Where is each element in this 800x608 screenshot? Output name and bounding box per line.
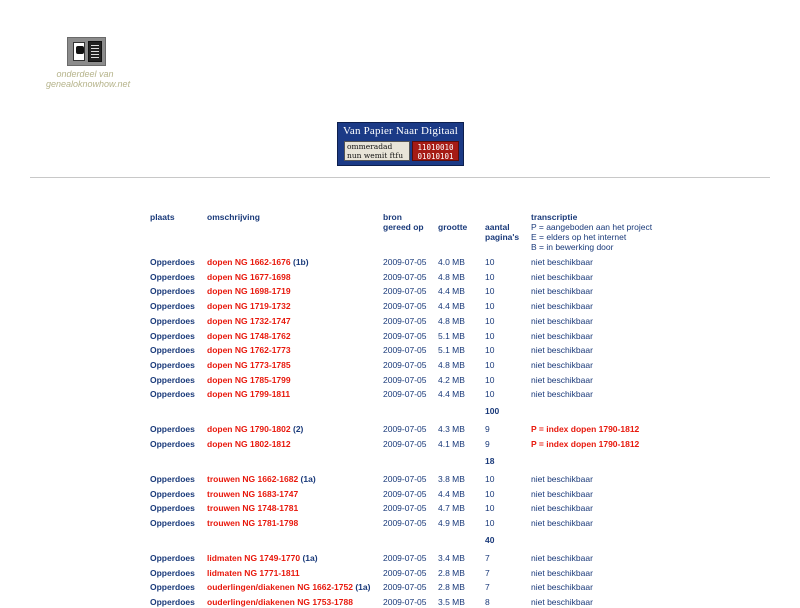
document-left-icon (73, 42, 85, 61)
record-link[interactable]: trouwen NG 1662-1682 (207, 473, 299, 484)
record-link[interactable]: dopen NG 1698-1719 (207, 286, 291, 297)
record-link[interactable]: dopen NG 1748-1762 (207, 330, 291, 341)
cell-omschrijving (207, 423, 303, 435)
cell-aantal: 8 (485, 596, 490, 607)
cell-omschrijving (207, 517, 298, 529)
cell-bron-date: 2009-07-05 (383, 359, 427, 370)
cell-transcriptie: niet beschikbaar (531, 596, 593, 607)
cell-bron-date: 2009-07-05 (383, 488, 427, 499)
banner-manuscript-line1: ommeradad (347, 142, 393, 151)
cell-bron-date: 2009-07-05 (383, 567, 427, 578)
cell-plaats: Opperdoes (150, 330, 195, 341)
record-link[interactable]: dopen NG 1662-1676 (207, 257, 291, 267)
header-transcriptie-title: transcriptie (531, 212, 578, 222)
record-link[interactable]: dopen NG 1719-1732 (207, 301, 291, 312)
record-link[interactable]: dopen NG 1799-1811 (207, 389, 291, 400)
banner-title: Van Papier Naar Digitaal (342, 125, 459, 137)
cell-plaats: Opperdoes (150, 345, 195, 356)
cell-aantal: 10 (485, 330, 495, 341)
cell-plaats: Opperdoes (150, 582, 195, 593)
cell-bron-date: 2009-07-05 (383, 389, 427, 400)
cell-aantal: 10 (485, 286, 495, 297)
cell-omschrijving (207, 359, 291, 371)
cell-omschrijving (207, 300, 291, 312)
cell-transcriptie: niet beschikbaar (531, 271, 593, 282)
cell-grootte: 4.4 MB (438, 488, 465, 499)
cell-omschrijving (207, 473, 316, 485)
banner-binary-image (412, 141, 459, 161)
cell-aantal: 7 (485, 552, 490, 563)
banner-binary-line2: 01010101 (417, 152, 454, 161)
cell-grootte: 4.4 MB (438, 286, 465, 297)
logo-caption-line2: genealoknowhow.net (46, 79, 131, 89)
cell-aantal: 10 (485, 257, 495, 267)
cell-aantal: 10 (485, 488, 495, 499)
cell-plaats: Opperdoes (150, 503, 195, 514)
cell-plaats: Opperdoes (150, 374, 195, 385)
header-omschrijving: omschrijving (207, 212, 260, 222)
banner-manuscript-line2: nun wemit ftfu (347, 151, 404, 160)
cell-bron-date: 2009-07-05 (383, 257, 427, 267)
record-link[interactable]: lidmaten NG 1771-1811 (207, 567, 300, 578)
record-suffix: (1a) (352, 582, 371, 593)
cell-transcriptie: niet beschikbaar (531, 552, 593, 563)
cell-aantal: 10 (485, 359, 495, 370)
cell-grootte: 4.1 MB (438, 438, 465, 449)
cell-transcriptie: niet beschikbaar (531, 473, 593, 484)
cell-bron-date: 2009-07-05 (383, 552, 427, 563)
header-transcriptie-p: P = aangeboden aan het project (531, 222, 653, 232)
cell-plaats: Opperdoes (150, 473, 195, 484)
cell-grootte: 5.1 MB (438, 345, 465, 356)
header-aantal-line2: pagina's (485, 232, 520, 242)
record-link[interactable]: dopen NG 1732-1747 (207, 315, 291, 326)
header-bron-line2: gereed op (383, 222, 424, 232)
header-aantal-line1: aantal (485, 222, 510, 232)
cell-aantal: 10 (485, 315, 495, 326)
cell-bron-date: 2009-07-05 (383, 473, 427, 484)
cell-bron-date: 2009-07-05 (383, 330, 427, 341)
header-transcriptie (531, 212, 652, 252)
cell-plaats: Opperdoes (150, 552, 195, 563)
cell-grootte: 2.8 MB (438, 567, 465, 578)
cell-plaats: Opperdoes (150, 567, 195, 578)
cell-plaats: Opperdoes (150, 315, 195, 326)
cell-omschrijving (207, 330, 291, 342)
cell-transcriptie[interactable] (531, 423, 639, 435)
banner-manuscript-image (344, 141, 410, 161)
cell-omschrijving (207, 256, 309, 268)
cell-plaats: Opperdoes (150, 301, 195, 312)
cell-plaats: Opperdoes (150, 271, 195, 282)
cell-transcriptie: niet beschikbaar (531, 374, 593, 385)
transcriptie-prefix: P = (531, 438, 547, 449)
cell-grootte: 4.4 MB (438, 301, 465, 312)
cell-grootte: 4.8 MB (438, 359, 465, 370)
header-bron (383, 212, 424, 232)
cell-bron-date: 2009-07-05 (383, 301, 427, 312)
cell-grootte: 4.7 MB (438, 503, 465, 514)
cell-aantal: 10 (485, 389, 495, 400)
cell-bron-date: 2009-07-05 (383, 424, 427, 435)
logo-caption[interactable] (46, 69, 131, 89)
cell-bron-date: 2009-07-05 (383, 438, 427, 449)
record-link[interactable]: dopen NG 1802-1812 (207, 438, 291, 449)
cell-omschrijving (207, 438, 291, 450)
cell-aantal: 10 (485, 374, 495, 385)
record-link[interactable]: trouwen NG 1748-1781 (207, 503, 299, 514)
cell-aantal: 10 (485, 345, 495, 356)
group-total-pages: 100 (485, 406, 500, 416)
cell-grootte: 4.3 MB (438, 424, 465, 435)
cell-omschrijving (207, 552, 318, 564)
van-papier-naar-digitaal-banner[interactable] (337, 122, 464, 166)
record-link[interactable]: trouwen NG 1683-1747 (207, 488, 299, 499)
cell-grootte: 4.9 MB (438, 517, 465, 528)
record-suffix: (1a) (298, 473, 316, 484)
cell-omschrijving (207, 581, 370, 593)
group-total-pages: 40 (485, 534, 495, 545)
cell-plaats: Opperdoes (150, 257, 195, 267)
record-link[interactable]: ouderlingen/diakenen NG 1753-1788 (207, 596, 353, 607)
cell-transcriptie: niet beschikbaar (531, 582, 593, 593)
group-total-pages: 18 (485, 455, 495, 466)
cell-grootte: 4.8 MB (438, 271, 465, 282)
cell-plaats: Opperdoes (150, 517, 195, 528)
genealoknowhow-logo[interactable] (46, 37, 131, 89)
record-link[interactable]: lidmaten NG 1749-1770 (207, 552, 301, 563)
cell-bron-date: 2009-07-05 (383, 271, 427, 282)
header-aantal (485, 222, 519, 242)
record-link[interactable]: ouderlingen/diakenen NG 1662-1752 (207, 582, 353, 593)
record-link[interactable]: dopen NG 1790-1802 (207, 424, 291, 435)
record-suffix: (1a) (300, 552, 318, 563)
cell-transcriptie: niet beschikbaar (531, 330, 593, 341)
cell-transcriptie: niet beschikbaar (531, 503, 593, 514)
cell-bron-date: 2009-07-05 (383, 345, 427, 356)
cell-omschrijving (207, 271, 291, 283)
cell-grootte: 3.8 MB (438, 473, 465, 484)
cell-plaats: Opperdoes (150, 359, 195, 370)
cell-transcriptie[interactable] (531, 438, 639, 450)
transcriptie-link[interactable]: index dopen 1790-1812 (546, 424, 640, 435)
cell-transcriptie: niet beschikbaar (531, 359, 593, 370)
cell-bron-date: 2009-07-05 (383, 315, 427, 326)
cell-aantal: 10 (485, 271, 495, 282)
header-plaats: plaats (150, 212, 175, 222)
header-grootte: grootte (438, 222, 468, 232)
cell-plaats: Opperdoes (150, 424, 195, 435)
cell-omschrijving (207, 374, 291, 386)
cell-aantal: 9 (485, 438, 490, 449)
transcriptie-link[interactable]: index dopen 1790-1812 (546, 438, 640, 449)
banner-binary-line1: 11010010 (417, 143, 454, 152)
cell-transcriptie: niet beschikbaar (531, 517, 593, 528)
cell-aantal: 10 (485, 517, 495, 528)
record-link[interactable]: dopen NG 1773-1785 (207, 359, 291, 370)
cell-aantal: 9 (485, 424, 490, 435)
record-link[interactable]: dopen NG 1785-1799 (207, 374, 291, 385)
cell-grootte: 2.8 MB (438, 582, 465, 593)
cell-omschrijving (207, 315, 291, 327)
record-link[interactable]: dopen NG 1762-1773 (207, 345, 291, 356)
cell-omschrijving (207, 596, 353, 608)
cell-transcriptie: niet beschikbaar (531, 488, 593, 499)
cell-omschrijving (207, 344, 291, 356)
cell-transcriptie: niet beschikbaar (531, 315, 593, 326)
cell-bron-date: 2009-07-05 (383, 517, 427, 528)
cell-aantal: 7 (485, 582, 490, 593)
cell-transcriptie: niet beschikbaar (531, 567, 593, 578)
cell-aantal: 10 (485, 301, 495, 312)
cell-aantal: 7 (485, 567, 490, 578)
cell-plaats: Opperdoes (150, 438, 195, 449)
cell-grootte: 4.4 MB (438, 389, 465, 400)
cell-aantal: 10 (485, 473, 495, 484)
cell-plaats: Opperdoes (150, 389, 195, 400)
cell-omschrijving (207, 285, 291, 297)
record-link[interactable]: trouwen NG 1781-1798 (207, 517, 299, 528)
cell-transcriptie: niet beschikbaar (531, 345, 593, 356)
header-bron-line1: bron (383, 212, 402, 222)
record-link[interactable]: dopen NG 1677-1698 (207, 271, 291, 282)
document-scanner-icon[interactable] (67, 37, 106, 66)
cell-aantal: 10 (485, 503, 495, 514)
cell-bron-date: 2009-07-05 (383, 503, 427, 514)
document-right-icon (88, 41, 102, 62)
transcriptie-prefix: P = (531, 424, 547, 435)
cell-transcriptie: niet beschikbaar (531, 286, 593, 297)
cell-omschrijving (207, 567, 300, 579)
cell-omschrijving (207, 488, 298, 500)
cell-transcriptie: niet beschikbaar (531, 257, 593, 267)
cell-grootte: 4.2 MB (438, 374, 465, 385)
cell-plaats: Opperdoes (150, 596, 195, 607)
cell-transcriptie: niet beschikbaar (531, 301, 593, 312)
cell-plaats: Opperdoes (150, 286, 195, 297)
header-transcriptie-b: B = in bewerking door (531, 242, 614, 252)
cell-bron-date: 2009-07-05 (383, 582, 427, 593)
cell-bron-date: 2009-07-05 (383, 596, 427, 607)
cell-transcriptie: niet beschikbaar (531, 389, 593, 400)
cell-grootte: 3.4 MB (438, 552, 465, 563)
record-suffix: (1b) (290, 257, 309, 267)
cell-omschrijving (207, 502, 298, 514)
cell-grootte: 4.0 MB (438, 257, 465, 267)
cell-grootte: 4.8 MB (438, 315, 465, 326)
cell-grootte: 3.5 MB (438, 596, 465, 607)
logo-caption-line1: onderdeel van (56, 69, 114, 79)
cell-bron-date: 2009-07-05 (383, 374, 427, 385)
header-transcriptie-e: E = elders op het internet (531, 232, 627, 242)
cell-grootte: 5.1 MB (438, 330, 465, 341)
cell-plaats: Opperdoes (150, 488, 195, 499)
cell-bron-date: 2009-07-05 (383, 286, 427, 297)
record-suffix: (2) (290, 424, 304, 435)
cell-omschrijving (207, 388, 290, 400)
horizontal-divider (30, 177, 770, 178)
